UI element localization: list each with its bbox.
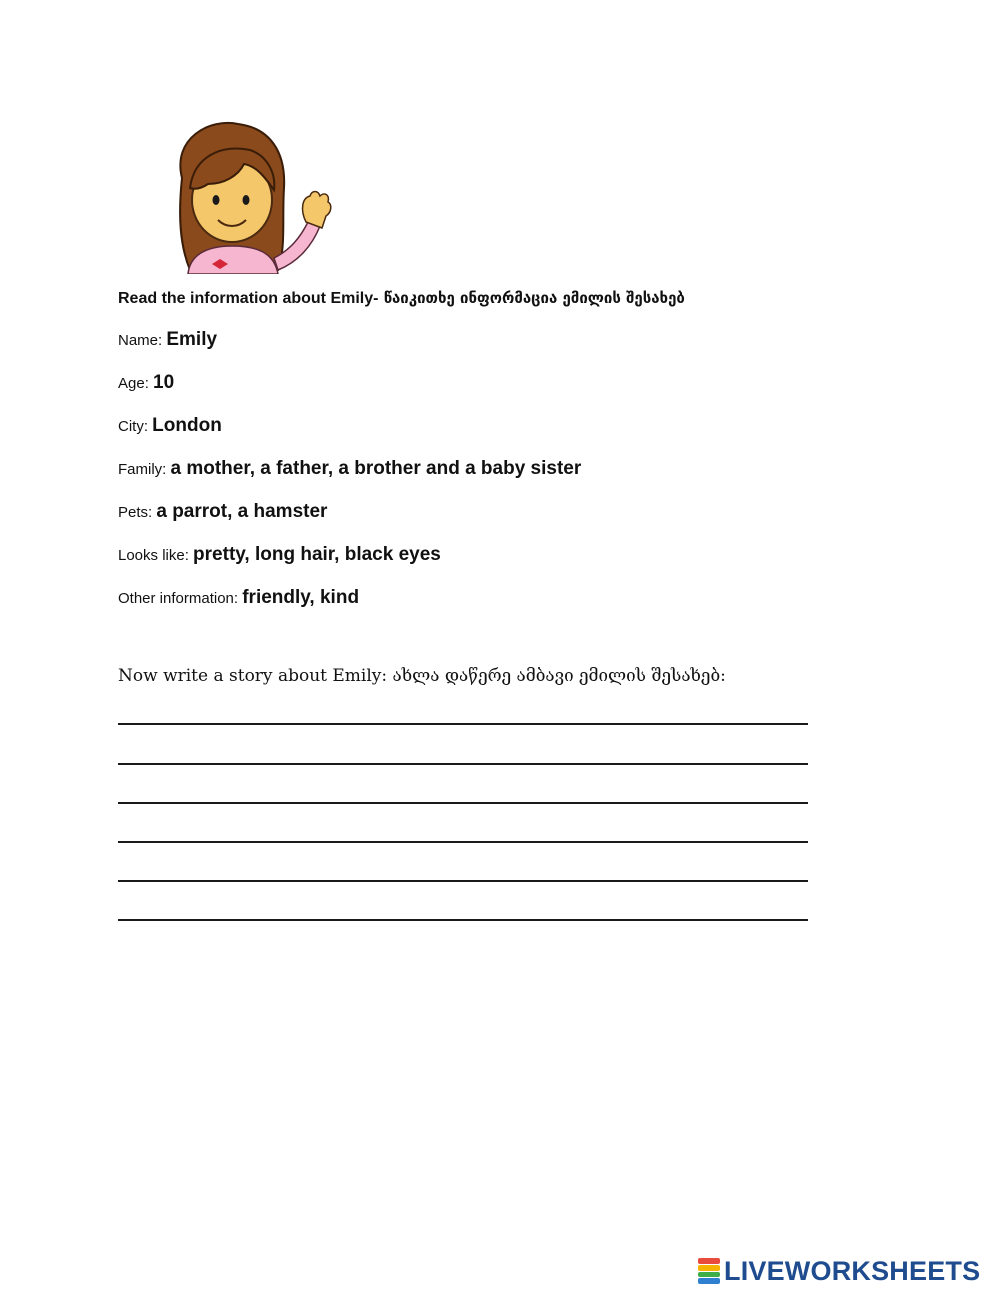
profile-value: pretty, long hair, black eyes xyxy=(193,544,441,565)
writing-line[interactable] xyxy=(118,802,808,804)
profile-row-name xyxy=(118,329,217,351)
writing-prompt: Now write a story about Emily: ახლა დაწერე ამბავი ემილის შესახებ: xyxy=(118,666,726,686)
profile-value: a parrot, a hamster xyxy=(156,501,328,522)
profile-label: Age: xyxy=(118,375,154,392)
writing-line[interactable] xyxy=(118,763,808,765)
profile-value: a mother, a father, a brother and a baby sister xyxy=(170,458,582,479)
profile-row-age xyxy=(118,372,174,394)
profile-label: Looks like: xyxy=(118,547,194,564)
profile-row-pets xyxy=(118,501,327,523)
profile-row-looks xyxy=(118,544,441,566)
instruction-georgian: წაიკითხე ინფორმაცია ემილის შესახებ xyxy=(378,289,685,307)
profile-row-other xyxy=(118,587,359,609)
reading-instruction xyxy=(118,289,685,308)
profile-label: Other information: xyxy=(118,590,243,607)
waving-girl-icon xyxy=(160,118,335,274)
writing-line[interactable] xyxy=(118,841,808,843)
profile-label: Family: xyxy=(118,461,171,478)
profile-value: 10 xyxy=(153,372,175,393)
instruction-english: Read the information about Emily- xyxy=(118,290,379,307)
brand-wordmark: LIVEWORKSHEETS xyxy=(724,1255,981,1286)
profile-label: Name: xyxy=(118,332,167,349)
writing-line[interactable] xyxy=(118,919,808,921)
writing-line[interactable] xyxy=(118,723,808,725)
profile-row-city xyxy=(118,415,222,437)
profile-value: friendly, kind xyxy=(242,587,360,608)
profile-label: Pets: xyxy=(118,504,157,521)
profile-row-family xyxy=(118,458,581,480)
liveworksheets-mark-icon xyxy=(698,1258,720,1284)
liveworksheets-logo xyxy=(698,1256,980,1286)
profile-value: Emily xyxy=(166,329,218,350)
profile-label: City: xyxy=(118,418,153,435)
writing-line[interactable] xyxy=(118,880,808,882)
profile-value: London xyxy=(152,415,222,436)
